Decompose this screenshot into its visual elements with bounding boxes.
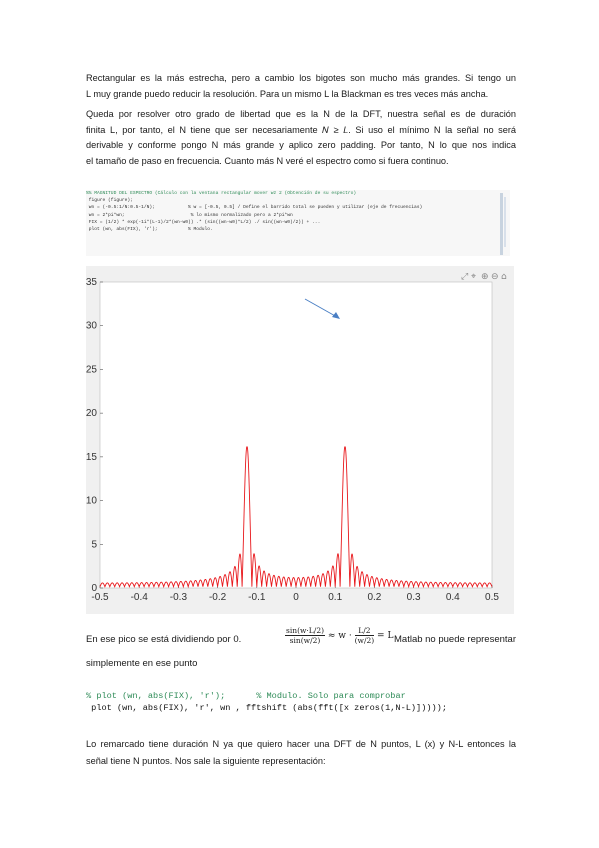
text-line: señal tiene N puntos. Nos sale la siguiente representación: [86, 756, 326, 766]
x-tick-label: -0.5 [91, 592, 109, 603]
y-tick-label: 30 [86, 320, 97, 332]
editor-scrollbar-thumb[interactable] [504, 197, 506, 247]
code-line: wn = (-0.5:1/N:0.5-1/N); % w = [-0.5, 0.5] / Define el barrido total se pueden y utilizar (eje de frecuencias) [86, 205, 423, 211]
code-line: figure (figure); [86, 198, 133, 204]
matlab-figure [86, 266, 514, 614]
paragraph-dft [86, 107, 516, 169]
home-icon[interactable]: ⌂ [501, 272, 507, 282]
text-line: Queda por resolver otro grado de libertad que es la N de la DFT, nuestra señal es de duración [86, 109, 516, 119]
code-comment: % plot (wn, abs(FIX), 'r'); [86, 691, 226, 701]
figure-toolbar[interactable] [460, 272, 507, 282]
y-tick-label: 20 [86, 408, 97, 420]
matlab-code-block [86, 690, 506, 714]
x-tick-label: 0.4 [445, 592, 460, 603]
sinc-limit-formula [285, 626, 393, 645]
y-tick-label: 35 [86, 277, 97, 288]
approx-sign: ≈ w · [327, 631, 352, 641]
numerator: sin(w·L/2) [286, 626, 325, 635]
y-tick-label: 0 [91, 583, 97, 594]
editor-scrollbar[interactable] [500, 193, 503, 255]
y-tick-label: 25 [86, 364, 97, 376]
y-tick-label: 10 [86, 495, 97, 507]
zoom-in-icon[interactable]: ⊕ [481, 272, 489, 282]
equation-line [86, 624, 516, 654]
numerator: L/2 [355, 626, 375, 636]
x-tick-label: 0 [293, 592, 299, 603]
text-line: simplemente en ese punto [86, 658, 198, 669]
text-line: Rectangular es la más estrecha, pero a cambio los bigotes son mucho más grandes. Si tengo un [86, 73, 516, 83]
code-line: wn = 2*pi*wn; % lo mismo normalizado pero a 2*pi*wn [86, 212, 293, 218]
code-line: plot (wn, abs(FIX), 'r'); % Modulo. [86, 227, 213, 233]
x-tick-label: -0.4 [130, 592, 148, 603]
matlab-code-screenshot [86, 190, 510, 256]
spectrum-plot [86, 266, 514, 614]
denominator: sin(w/2) [289, 636, 321, 645]
code-line: FIX = (1/2) * exp(-1i*(L-1)/2*(wn-w0)) .* (sin((wn-w0)*L/2) ./ sin((wn-w0)/2)) + ... [86, 219, 321, 225]
text-line: finita L, por tanto, el N tiene que ser necesariamente 𝑁 ≥ 𝐿. Si uso el mínimo N la señal no será [86, 124, 516, 135]
y-tick-label: 5 [91, 539, 97, 551]
text-fragment: En ese pico se está dividiendo por 0. [86, 634, 242, 645]
fraction [285, 626, 325, 645]
data-cursor-icon[interactable]: ⌖ [471, 272, 477, 282]
fraction [355, 626, 375, 645]
x-tick-label: -0.2 [208, 592, 227, 603]
text-line: el tamaño de paso en frecuencia. Cuanto más N veré el espectro como si fuera continuo. [86, 155, 449, 166]
x-tick-label: -0.3 [169, 592, 188, 603]
x-tick-label: 0.3 [406, 592, 421, 603]
text-fragment: Matlab no puede representar [394, 634, 516, 645]
equals-l: = L [377, 631, 394, 641]
plot-area [100, 282, 492, 588]
paragraph-intro [86, 71, 516, 102]
pan-icon[interactable]: ⤢ [461, 272, 469, 282]
x-tick-label: -0.1 [248, 592, 266, 603]
paragraph-conclusion [86, 736, 516, 770]
zoom-out-icon[interactable]: ⊖ [491, 272, 499, 282]
code-line: plot (wn, abs(FIX), 'r', wn , fftshift (abs(fft([x zeros(1,N-L)])))); [86, 703, 447, 713]
x-tick-label: 0.2 [367, 592, 382, 603]
text-line: Lo remarcado tiene duración N ya que quiero hacer una DFT de N puntos, L (x) y N-L entonces la [86, 739, 516, 749]
text-line: derivable y conforme pongo N más grande y aplico zero padding. Por tanto, N lo que nos indica [86, 140, 516, 150]
code-line [86, 690, 506, 702]
code-comment: % Modulo. Solo para comprobar [256, 691, 406, 701]
y-tick-label: 15 [86, 451, 97, 463]
text-line: L muy grande puedo reducir la resolución. Para un mismo L la Blackman es tres veces más ancha. [86, 88, 489, 99]
denominator: (w/2) [354, 636, 375, 645]
code-line: %% MAGNITUD DEL ESPECTRO (Cálculo con la ventana rectangular mover wz 2 (Obtención de su espectro) [86, 191, 357, 196]
x-tick-label: 0.5 [485, 592, 499, 603]
x-tick-label: 0.1 [328, 592, 343, 603]
